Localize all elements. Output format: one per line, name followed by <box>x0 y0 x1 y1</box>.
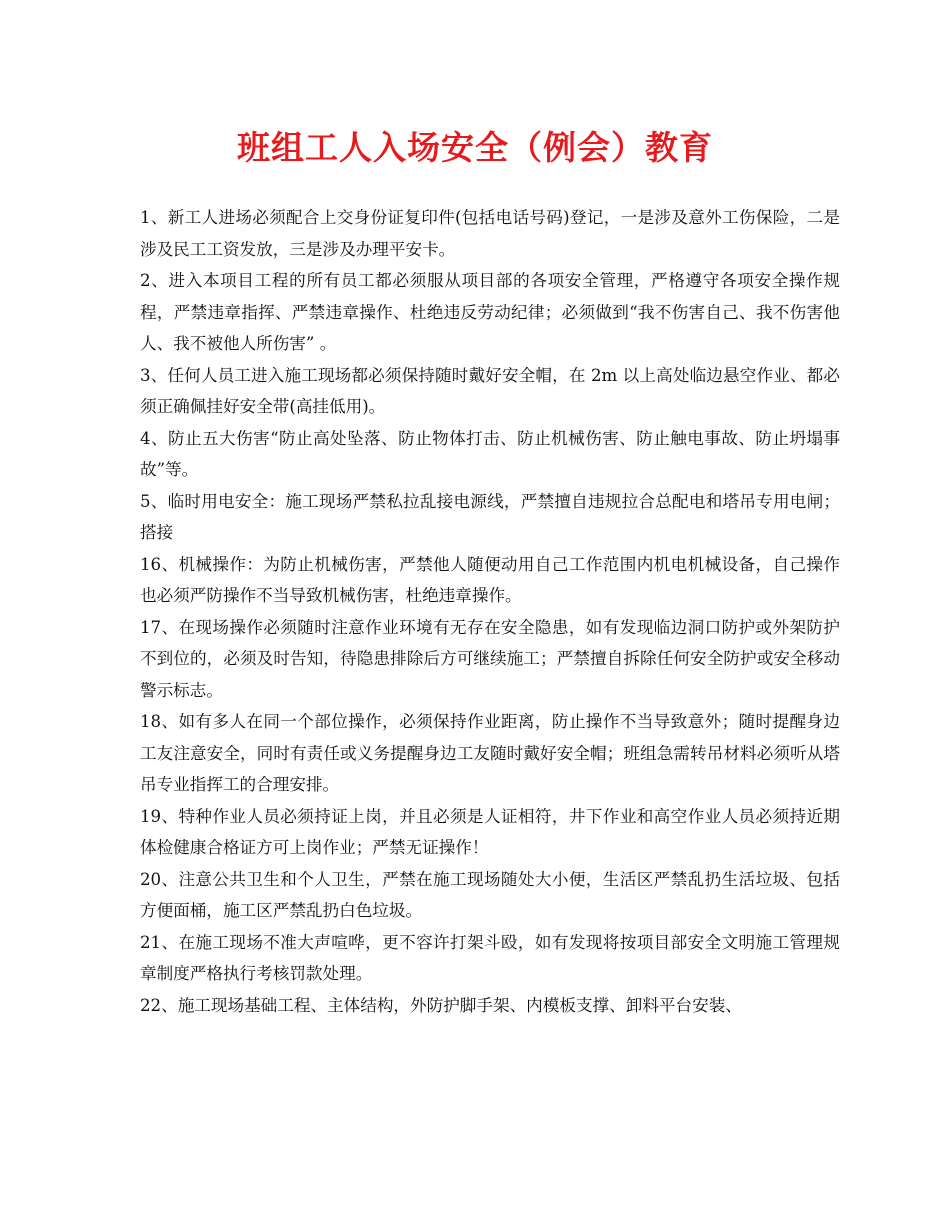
paragraph-item-21: 21、在施工现场不准大声喧哗，更不容许打架斗殴，如有发现将按项目部安全文明施工管理规章制度严格执行考核罚款处理。 <box>140 932 840 983</box>
paragraph-item-18: 18、如有多人在同一个部位操作，必须保持作业距离，防止操作不当导致意外；随时提醒身边工友注意安全，同时有责任或义务提醒身边工友随时戴好安全帽；班组急需转吊材料必须听从塔吊专业指挥工的合理安排。 <box>140 712 840 794</box>
paragraph-item-16: 16、机械操作：为防止机械伤害，严禁他人随便动用自己工作范围内机电机械设备，自己操作也必须严防操作不当导致机械伤害，杜绝违章操作。 <box>140 554 840 605</box>
paragraph-item-17: 17、在现场操作必须随时注意作业环境有无存在安全隐患，如有发现临边洞口防护或外架防护不到位的，必须及时告知，待隐患排除后方可继续施工；严禁擅自拆除任何安全防护或安全移动警示标志。 <box>140 617 840 700</box>
paragraph-item-20: 20、注意公共卫生和个人卫生，严禁在施工现场随处大小便，生活区严禁乱扔生活垃圾、包括方便面桶，施工区严禁乱扔白色垃圾。 <box>140 869 840 920</box>
document-title: 班组工人入场安全（例会）教育 <box>237 128 713 167</box>
paragraph-item-5: 5、临时用电安全：施工现场严禁私拉乱接电源线，严禁擅自违规拉合总配电和塔吊专用电闸；搭接 <box>140 491 840 542</box>
paragraph-item-19: 19、特种作业人员必须持证上岗，并且必须是人证相符，井下作业和高空作业人员必须持近期体检健康合格证方可上岗作业；严禁无证操作！ <box>140 806 840 857</box>
paragraph-item-2: 2、进入本项目工程的所有员工都必须服从项目部的各项安全管理，严格遵守各项安全操作规程，严禁违章指挥、严禁违章操作、杜绝违反劳动纪律；必须做到“我不伤害自己、我不伤害他人、我不被他人所伤害” 。 <box>140 271 840 353</box>
document-body <box>140 202 840 1021</box>
paragraph-item-1: 1、新工人进场必须配合上交身份证复印件(包括电话号码)登记，一是涉及意外工伤保险，二是涉及民工工资发放，三是涉及办理平安卡。 <box>140 208 840 259</box>
paragraph-item-22: 22、施工现场基础工程、主体结构，外防护脚手架、内模板支撑、卸料平台安装、 <box>140 995 742 1015</box>
paragraph-item-4: 4、防止五大伤害“防止高处坠落、防止物体打击、防止机械伤害、防止触电事故、防止坍塌事故”等。 <box>140 428 840 479</box>
paragraph-item-3: 3、任何人员工进入施工现场都必须保持随时戴好安全帽，在 2m 以上高处临边悬空作业、都必须正确佩挂好安全带(高挂低用)。 <box>140 365 840 416</box>
